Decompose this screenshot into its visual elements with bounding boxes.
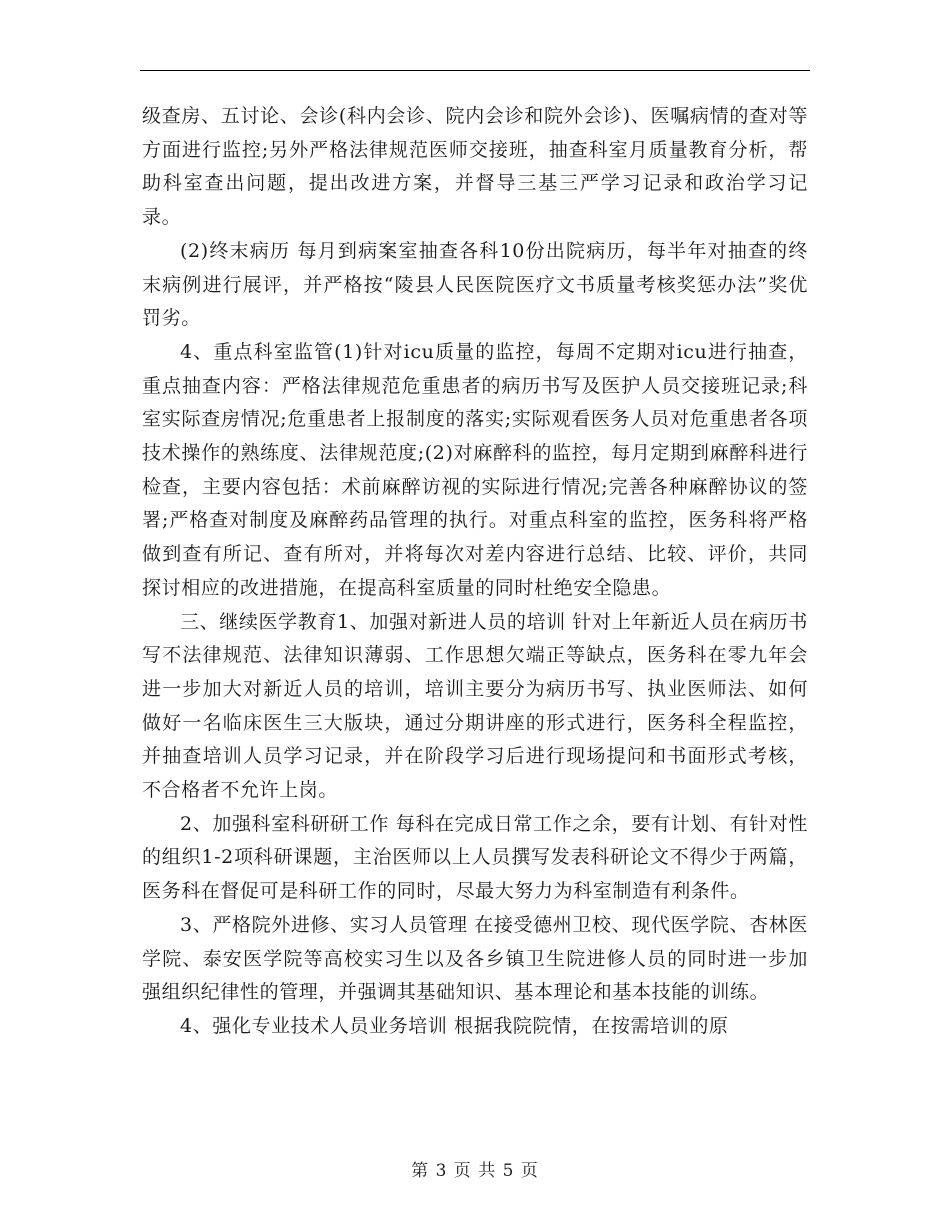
paragraph-professional-training: 4、强化专业技术人员业务培训 根据我院院情，在按需培训的原 <box>180 1014 729 1037</box>
document-body <box>142 100 808 1044</box>
paragraph-continuing-education: 三、继续医学教育1、加强对新进人员的培训 针对上年新近人员在病历书写不法律规范、法律知识薄弱、工作思想欠端正等缺点，医务科在零九年会进一步加大对新近人员的培训，培训主要分为病历书写、执业医师法、如何做好一名临床医生三大版块，通过分期讲座的形式进行，医务科全程监控，并抽查培训人员学习记录，并在阶段学习后进行现场提问和书面形式考核，不合格者不允许上岗。 <box>142 610 808 802</box>
paragraph-continuation: 级查房、五讨论、会诊(科内会诊、院内会诊和院外会诊)、医嘱病情的查对等方面进行监控;另外严格法律规范医师交接班，抽查科室月质量教育分析，帮助科室查出问题，提出改进方案，并督导三基三严学习记录和政治学习记录。 <box>142 105 808 229</box>
paragraph-research-work: 2、加强科室科研研工作 每科在完成日常工作之余，要有计划、有针对性的组织1-2项科研课题，主治医师以上人员撰写发表科研论文不得少于两篇，医务科在督促可是科研工作的同时，尽最大努力为科室制造有利条件。 <box>142 812 808 903</box>
header-rule <box>140 70 810 71</box>
paragraph-terminal-records: (2)终末病历 每月到病案室抽查各科10份出院病历，每半年对抽查的终末病例进行展评，并严格按“陵县人民医院医疗文书质量考核奖惩办法”奖优罚劣。 <box>142 239 808 330</box>
paragraph-intern-management: 3、严格院外进修、实习人员管理 在接受德州卫校、现代医学院、杏林医学院、泰安医学院等高校实习生以及各乡镇卫生院进修人员的同时进一步加强组织纪律性的管理，并强调其基础知识、基本理论和基本技能的训练。 <box>142 913 808 1004</box>
page-number-footer: 第 3 页 共 5 页 <box>411 1161 539 1181</box>
paragraph-key-department-supervision: 4、重点科室监管(1)针对icu质量的监控，每周不定期对icu进行抽查，重点抽查内容：严格法律规范危重患者的病历书写及医护人员交接班记录;科室实际查房情况;危重患者上报制度的落实;实际观看医务人员对危重患者各项技术操作的熟练度、法律规范度;(2)对麻醉科的监控，每月定期到麻醉科进行检查，主要内容包括：术前麻醉访视的实际进行情况;完善各种麻醉协议的签署;严格查对制度及麻醉药品管理的执行。对重点科室的监控，医务科将严格做到查有所记、查有所对，并将每次对差内容进行总结、比较、评价，共同探讨相应的改进措施，在提高科室质量的同时杜绝安全隐患。 <box>142 340 808 599</box>
